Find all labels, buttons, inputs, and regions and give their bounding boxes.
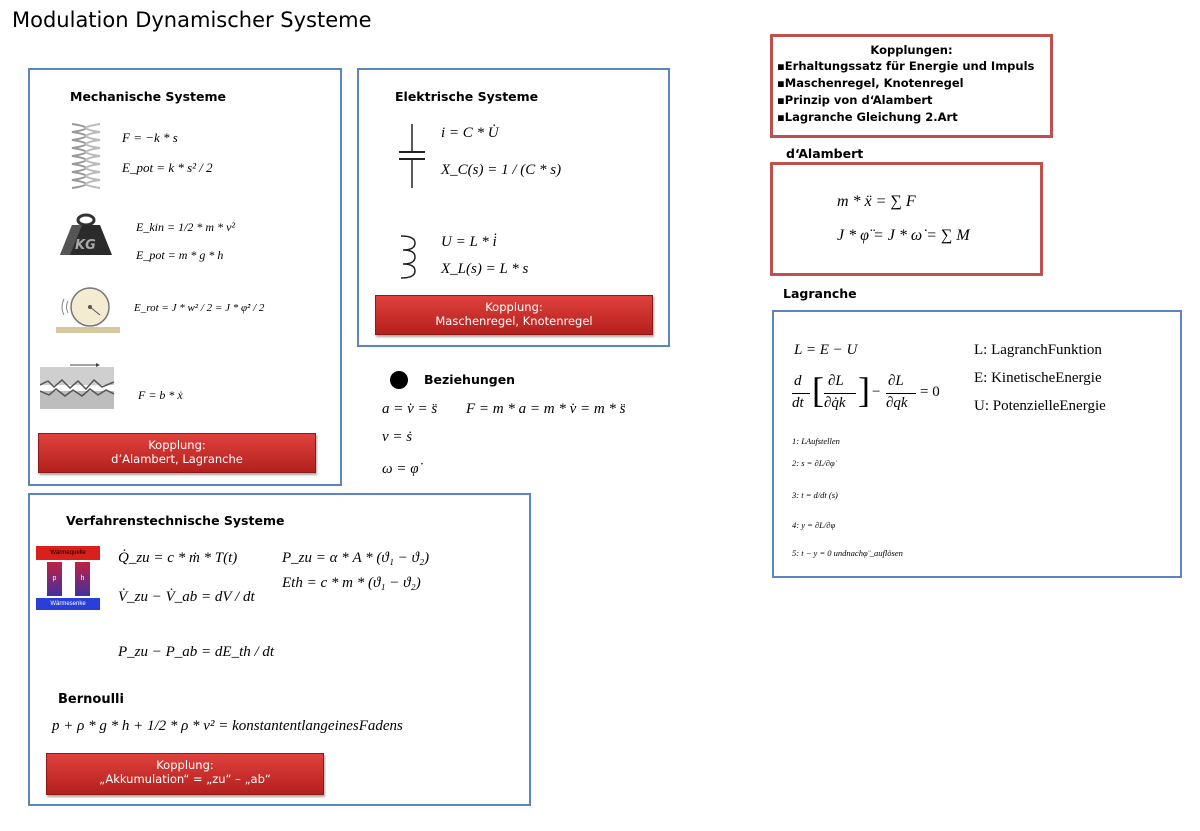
lagranche-function-equation: L = E − U xyxy=(794,342,858,358)
friction-equation: F = b * ẋ xyxy=(138,388,183,402)
process-heading: Verfahrenstechnische Systeme xyxy=(66,513,285,528)
inductor-icon xyxy=(399,234,421,280)
fraction-line xyxy=(792,393,810,394)
relations-bullet xyxy=(390,371,408,389)
mech-coupling-label-1: Kopplung: xyxy=(148,438,206,452)
lagranche-partial-l: ∂L xyxy=(828,373,844,389)
lagranche-dt: dt xyxy=(792,395,804,411)
bracket-left: [ xyxy=(812,370,824,410)
volume-balance-equation: V̇_zu − V̇_ab = dV / dt xyxy=(118,589,255,605)
coupling-item-4: ▪Lagranche Gleichung 2.Art xyxy=(777,110,958,124)
dalambert-moment-equation: J * φ̈ = J * ω̇ = ∑ M xyxy=(837,227,970,244)
spring-energy-equation: E_pot = k * s² / 2 xyxy=(122,160,213,175)
capacitor-current-equation: i = C * U̇ xyxy=(441,125,499,141)
inductor-impedance-equation: X_L(s) = L * s xyxy=(441,261,529,277)
heat-sink-bar xyxy=(36,598,100,610)
mechanical-heading: Mechanische Systeme xyxy=(70,89,226,104)
relations-eq-omega: ω = φ̇ xyxy=(382,461,419,477)
lagranche-partial-qdot: ∂q̇k xyxy=(824,395,846,411)
spring-icon xyxy=(64,120,108,190)
elec-coupling-label-2: Maschenregel, Knotenregel xyxy=(435,314,593,328)
bernoulli-heading: Bernoulli xyxy=(58,692,124,707)
power-balance-equation: P_zu − P_ab = dE_th / dt xyxy=(118,644,275,660)
thermal-energy-equation: Eth = c * m * (ϑ₁ − ϑ₂) xyxy=(282,575,421,591)
lagranche-equation-2 xyxy=(792,370,962,420)
rotation-disk-icon xyxy=(56,285,120,335)
bracket-right: ] xyxy=(858,370,870,410)
heat-source-label: Wärmequelle xyxy=(50,550,86,556)
weight-label: KG xyxy=(75,238,96,253)
coupling-item-1: ▪Erhaltungssatz für Energie und Impuls xyxy=(777,59,1035,73)
dalambert-force-equation: m * ẍ = ∑ F xyxy=(837,193,916,210)
lagranche-step-1: 1: LAufstellen xyxy=(792,436,840,446)
process-column-right xyxy=(75,562,90,596)
process-systems-panel xyxy=(28,493,531,806)
lagranche-step-3: 3: t = d/dt (s) xyxy=(792,490,838,500)
capacitor-icon xyxy=(397,124,427,188)
friction-icon xyxy=(40,363,114,413)
rotation-energy-equation: E_rot = J * w² / 2 = J * φ̇² / 2 xyxy=(134,302,265,314)
heat-source-bar xyxy=(36,546,100,560)
lagranche-step-4: 4: y = ∂L/∂φ xyxy=(792,520,836,530)
lagranche-d: d xyxy=(794,373,802,389)
process-coupling-label-1: Kopplung: xyxy=(156,758,214,772)
minus-sign: − xyxy=(872,384,881,400)
lagranche-partial-q: ∂qk xyxy=(886,395,908,411)
fraction-line xyxy=(886,393,916,394)
process-coupling-button[interactable] xyxy=(46,753,324,795)
spring-force-equation: F = −k * s xyxy=(122,130,178,145)
process-column-left xyxy=(47,562,62,596)
lagranche-step-2: 2: s = ∂L/∂φ̇ xyxy=(792,458,835,468)
heat-transfer-equation: P_zu = α * A * (ϑ₁ − ϑ₂) xyxy=(282,550,430,566)
mech-coupling-button[interactable] xyxy=(38,433,316,473)
lagranche-def-l: L: LagranchFunktion xyxy=(974,342,1102,358)
fraction-line xyxy=(824,393,856,394)
lagranche-step-5: 5: t − y = 0 undnachφ̈ _auflösen xyxy=(792,548,903,558)
heat-sink-label: Wärmesenke xyxy=(50,601,86,607)
relations-eq-force: F = m * a = m * v̇ = m * s̈ xyxy=(466,401,626,417)
mechanical-systems-panel xyxy=(28,68,342,486)
process-column-left-label: p xyxy=(52,575,57,582)
couplings-heading: Kopplungen: xyxy=(870,43,953,57)
relations-eq-acceleration: a = v̇ = s̈ xyxy=(382,401,438,417)
heat-flow-equation: Q̇_zu = c * ṁ * T(t) xyxy=(118,550,238,566)
process-coupling-label-2: „Akkumulation“ = „zu“ – „ab“ xyxy=(99,772,271,786)
relations-heading: Beziehungen xyxy=(424,372,516,387)
potential-energy-equation: E_pot = m * g * h xyxy=(136,248,224,262)
lagranche-equals-zero: = 0 xyxy=(920,384,940,400)
relations-eq-velocity: v = ṡ xyxy=(382,429,413,445)
lagranche-def-e: E: KinetischeEnergie xyxy=(974,370,1102,386)
elec-coupling-label-1: Kopplung: xyxy=(485,300,543,314)
dalambert-label: d‘Alambert xyxy=(786,146,864,161)
couplings-box xyxy=(770,34,1053,138)
kinetic-energy-equation: E_kin = 1/2 * m * v² xyxy=(136,220,236,234)
lagranche-def-u: U: PotenzielleEnergie xyxy=(974,398,1106,414)
dalambert-box xyxy=(770,162,1043,276)
electrical-systems-panel xyxy=(357,68,670,347)
capacitor-impedance-equation: X_C(s) = 1 / (C * s) xyxy=(441,162,562,178)
page-title: Modulation Dynamischer Systeme xyxy=(12,8,372,32)
coupling-item-3: ▪Prinzip von d‘Alambert xyxy=(777,93,933,107)
inductor-voltage-equation: U = L * i̇ xyxy=(441,234,497,250)
electrical-heading: Elektrische Systeme xyxy=(395,89,539,104)
coupling-item-2: ▪Maschenregel, Knotenregel xyxy=(777,76,964,90)
lagranche-partial-l-2: ∂L xyxy=(888,373,904,389)
bernoulli-equation: p + ρ * g * h + 1/2 * ρ * v² = konstantentlangeinesFadens xyxy=(52,718,403,734)
process-column-right-label: h xyxy=(80,575,85,582)
elec-coupling-button[interactable] xyxy=(375,295,653,335)
lagranche-panel xyxy=(772,310,1182,578)
mech-coupling-label-2: d’Alambert, Lagranche xyxy=(111,452,243,466)
lagranche-label: Lagranche xyxy=(783,286,857,301)
